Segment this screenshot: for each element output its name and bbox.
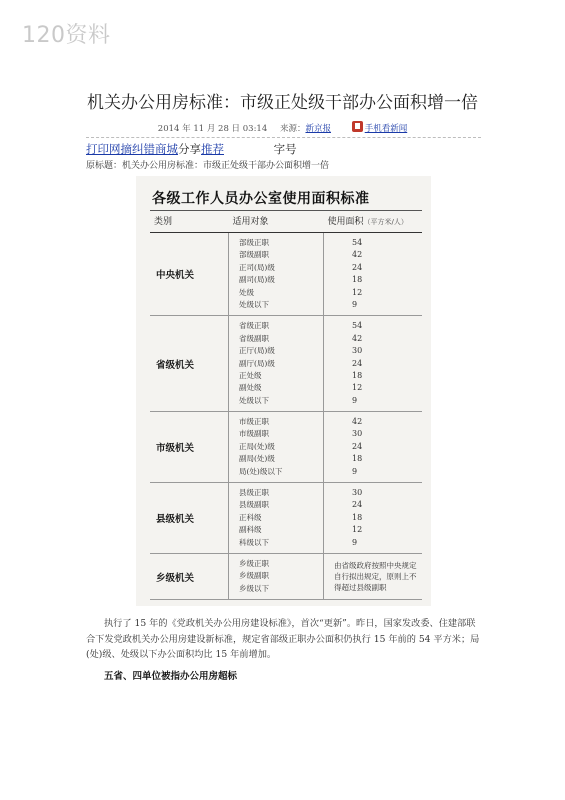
figure-title: 各级工作人员办公室使用面积标准 xyxy=(152,191,370,207)
area-cell xyxy=(324,412,423,483)
target-level: 副厅(局)级 xyxy=(239,358,275,368)
office-area-table xyxy=(150,210,422,600)
target-cell xyxy=(229,483,324,554)
area-value: 12 xyxy=(352,287,363,297)
email-link[interactable]: 网摘 xyxy=(109,142,132,156)
mobile-phone-icon xyxy=(352,121,363,132)
table-row xyxy=(150,553,422,599)
area-value: 12 xyxy=(352,525,363,535)
body-paragraph: 执行了 15 年的《党政机关办公用房建设标准》，首次“更新”。昨日，国家发改委、住建部联合下发党政机关办公用房建设新标准，规定省部级正职办公面积仍执行 15 年前的 54 平方米；局(处)级、处级以下办公面积均比 15 年前增加。 xyxy=(86,618,480,660)
area-value: 54 xyxy=(352,321,363,331)
target-cell xyxy=(229,316,324,412)
area-value: 18 xyxy=(352,512,363,522)
header-category: 类别 xyxy=(150,211,229,233)
target-level: 正厅(局)级 xyxy=(239,346,275,356)
watermark: 120资料 xyxy=(22,23,111,48)
target-level: 省级副职 xyxy=(239,333,269,343)
recommend-link[interactable]: 推荐 xyxy=(201,142,224,156)
article-title: 机关办公用房标准：市级正处级干部办公面积增一倍 xyxy=(87,93,478,113)
area-value: 18 xyxy=(352,370,363,380)
target-level: 副处级 xyxy=(239,383,262,393)
area-cell xyxy=(324,316,423,412)
area-cell xyxy=(324,553,423,599)
target-level: 副局(处)级 xyxy=(239,454,275,464)
error-report-link[interactable]: 纠错 xyxy=(132,142,155,156)
target-level: 副司(局)级 xyxy=(239,275,275,285)
table-row xyxy=(150,233,422,316)
target-cell xyxy=(229,553,324,599)
area-value: 24 xyxy=(352,358,363,368)
table-row xyxy=(150,412,422,483)
target-level: 省级正职 xyxy=(239,321,269,331)
target-cell xyxy=(229,412,324,483)
header-target: 适用对象 xyxy=(229,211,324,233)
target-level: 处级 xyxy=(239,287,254,297)
target-level: 乡级正职 xyxy=(239,558,269,568)
area-value: 42 xyxy=(352,333,363,343)
target-level: 部级副职 xyxy=(239,250,269,260)
area-cell xyxy=(324,233,423,316)
target-level: 县级副职 xyxy=(239,500,269,510)
font-size-control[interactable]: 字号 xyxy=(273,142,297,156)
target-level: 副科级 xyxy=(239,525,262,535)
target-level: 处级以下 xyxy=(239,395,269,405)
subheading: 五省、四单位被指办公用房超标 xyxy=(104,671,238,682)
area-value: 42 xyxy=(352,250,363,260)
source-link[interactable]: 新京报 xyxy=(305,124,331,134)
mobile-news-link[interactable]: 手机看新闻 xyxy=(352,124,408,134)
target-level: 乡级副职 xyxy=(239,571,269,581)
area-value: 24 xyxy=(352,441,363,451)
source-label: 来源： xyxy=(279,124,306,134)
header-divider xyxy=(86,137,481,138)
article-meta xyxy=(0,121,565,134)
area-value: 18 xyxy=(352,454,363,464)
area-value: 30 xyxy=(352,488,363,498)
target-level: 部级正职 xyxy=(239,238,269,247)
target-level: 市级副职 xyxy=(239,429,269,439)
share-label: 分享 xyxy=(178,142,201,156)
area-value: 12 xyxy=(352,383,363,393)
area-value: 9 xyxy=(352,299,358,309)
area-value: 24 xyxy=(352,262,363,272)
area-value: 24 xyxy=(352,500,363,510)
target-level: 市级正职 xyxy=(239,417,269,427)
area-value: 54 xyxy=(352,238,363,247)
target-level: 局(处)级以下 xyxy=(239,466,283,476)
area-cell xyxy=(324,483,423,554)
article-toolbar xyxy=(86,141,297,157)
area-value: 18 xyxy=(352,275,363,285)
category-cell: 乡级机关 xyxy=(150,553,229,599)
area-note: 由省级政府按照中央规定自行拟出规定，原则上不得超过县级副职 xyxy=(334,561,417,593)
area-value: 9 xyxy=(352,466,358,476)
area-value: 9 xyxy=(352,537,358,547)
target-cell xyxy=(229,233,324,316)
target-level: 县级正职 xyxy=(239,488,269,498)
area-value: 42 xyxy=(352,417,363,427)
area-value: 30 xyxy=(352,429,363,439)
area-value: 9 xyxy=(352,395,358,405)
office-area-standard-figure xyxy=(136,176,431,606)
target-level: 处级以下 xyxy=(239,299,269,309)
publish-datetime: 2014 年 11 月 28 日 03:14 xyxy=(157,124,268,134)
table-row xyxy=(150,483,422,554)
category-cell: 县级机关 xyxy=(150,483,229,554)
target-level: 正科级 xyxy=(239,512,262,522)
category-cell: 市级机关 xyxy=(150,412,229,483)
print-link[interactable]: 打印 xyxy=(86,142,109,156)
target-level: 正局(处)级 xyxy=(239,441,275,451)
original-title: 原标题：机关办公用房标准：市级正处级干部办公面积增一倍 xyxy=(86,161,330,171)
target-level: 正处级 xyxy=(239,370,262,380)
target-level: 乡级以下 xyxy=(239,583,269,593)
category-cell: 省级机关 xyxy=(150,316,229,412)
mall-link[interactable]: 商城 xyxy=(155,142,178,156)
target-level: 正司(局)级 xyxy=(239,262,275,272)
table-row xyxy=(150,316,422,412)
target-level: 科级以下 xyxy=(239,537,269,547)
area-value: 30 xyxy=(352,346,363,356)
header-area: 使用面积（平方米/人） xyxy=(324,211,423,233)
category-cell: 中央机关 xyxy=(150,233,229,316)
